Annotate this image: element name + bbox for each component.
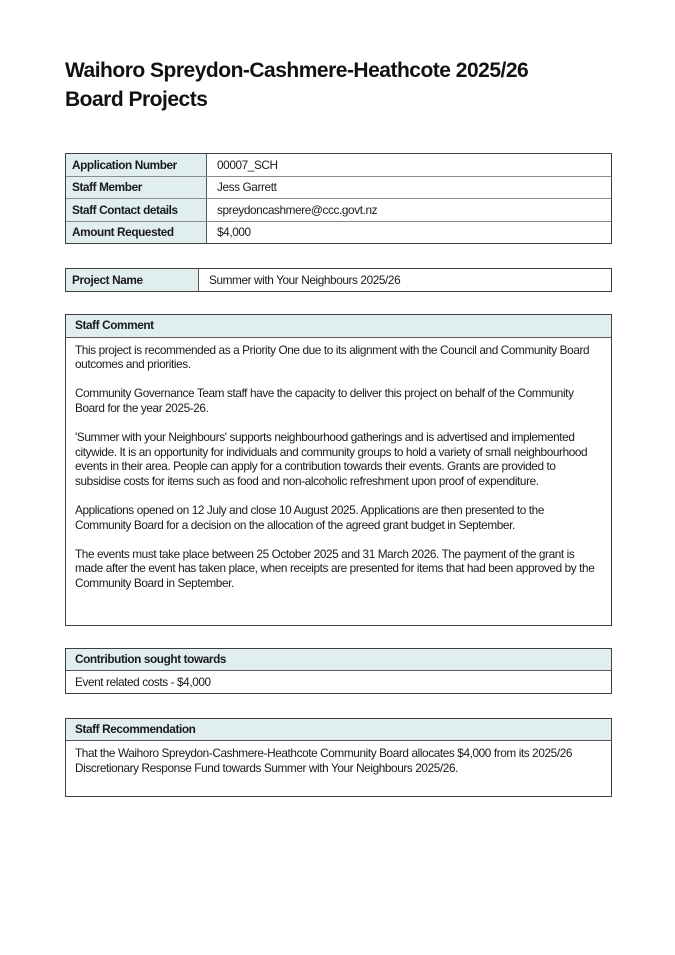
- row-value-staff-member: Jess Garrett: [217, 180, 277, 195]
- staff-comment-paragraph: This project is recommended as a Priority One due to its alignment with the Council and Community Board outcomes and priorities.: [75, 342, 590, 372]
- staff-recommendation-section: [65, 718, 612, 798]
- row-label-project-name: Project Name: [66, 269, 199, 291]
- project-name-table: [65, 268, 612, 292]
- row-label-application-number: Application Number: [66, 154, 207, 176]
- staff-comment-section: [65, 314, 612, 626]
- row-value-project-name: Summer with Your Neighbours 2025/26: [209, 272, 401, 287]
- table-row: [66, 176, 611, 199]
- staff-recommendation-header: Staff Recommendation: [66, 719, 611, 742]
- staff-comment-paragraph: The events must take place between 25 October 2025 and 31 March 2026. The payment of the grant is made after the event has taken place, when receipts are presented for items that had been approved by the Community Board in September.: [75, 546, 595, 591]
- table-row: [66, 221, 611, 244]
- contribution-header: Contribution sought towards: [66, 649, 611, 672]
- row-value-staff-contact: spreydoncashmere@ccc.govt.nz: [217, 202, 378, 217]
- row-label-staff-member: Staff Member: [66, 177, 207, 199]
- row-label-staff-contact: Staff Contact details: [66, 199, 207, 221]
- table-row: [66, 198, 611, 221]
- application-details-table: [65, 153, 612, 244]
- row-value-application-number: 00007_SCH: [217, 157, 278, 172]
- contribution-section: [65, 648, 612, 694]
- staff-comment-paragraph: Community Governance Team staff have the capacity to deliver this project on behalf of the Community Board for the year 2025-26.: [75, 386, 574, 415]
- row-value-amount-requested: $4,000: [217, 225, 251, 240]
- page-title: Waihoro Spreydon-Cashmere-Heathcote 2025/26 Board Projects: [65, 59, 529, 111]
- staff-comment-header: Staff Comment: [66, 315, 611, 338]
- staff-recommendation-body: [66, 741, 611, 796]
- contribution-value: Event related costs - $4,000: [75, 674, 211, 689]
- table-row: [66, 154, 611, 176]
- staff-recommendation-text: That the Waihoro Spreydon-Cashmere-Heathcote Community Board allocates $4,000 from its 2025/26 Discretionary Response Fund towards Summer with Your Neighbours 2025/26.: [75, 746, 573, 775]
- table-row: [66, 269, 611, 291]
- row-label-amount-requested: Amount Requested: [66, 222, 207, 244]
- staff-comment-paragraph: Applications opened on 12 July and close 10 August 2025. Applications are then presented to the Community Board for a decision on the allocation of the agreed grant budget in September.: [75, 503, 544, 532]
- staff-comment-paragraph: 'Summer with your Neighbours' supports neighbourhood gatherings and is advertised and implemented citywide. It is an opportunity for individuals and community groups to hold a variety of small neighbourhood events in their area. People can apply for a contribution towards their events. Grants are provided to subsidise costs for items such as food and non-alcoholic refreshment upon proof of expenditure.: [75, 430, 588, 488]
- staff-comment-body: [66, 338, 611, 625]
